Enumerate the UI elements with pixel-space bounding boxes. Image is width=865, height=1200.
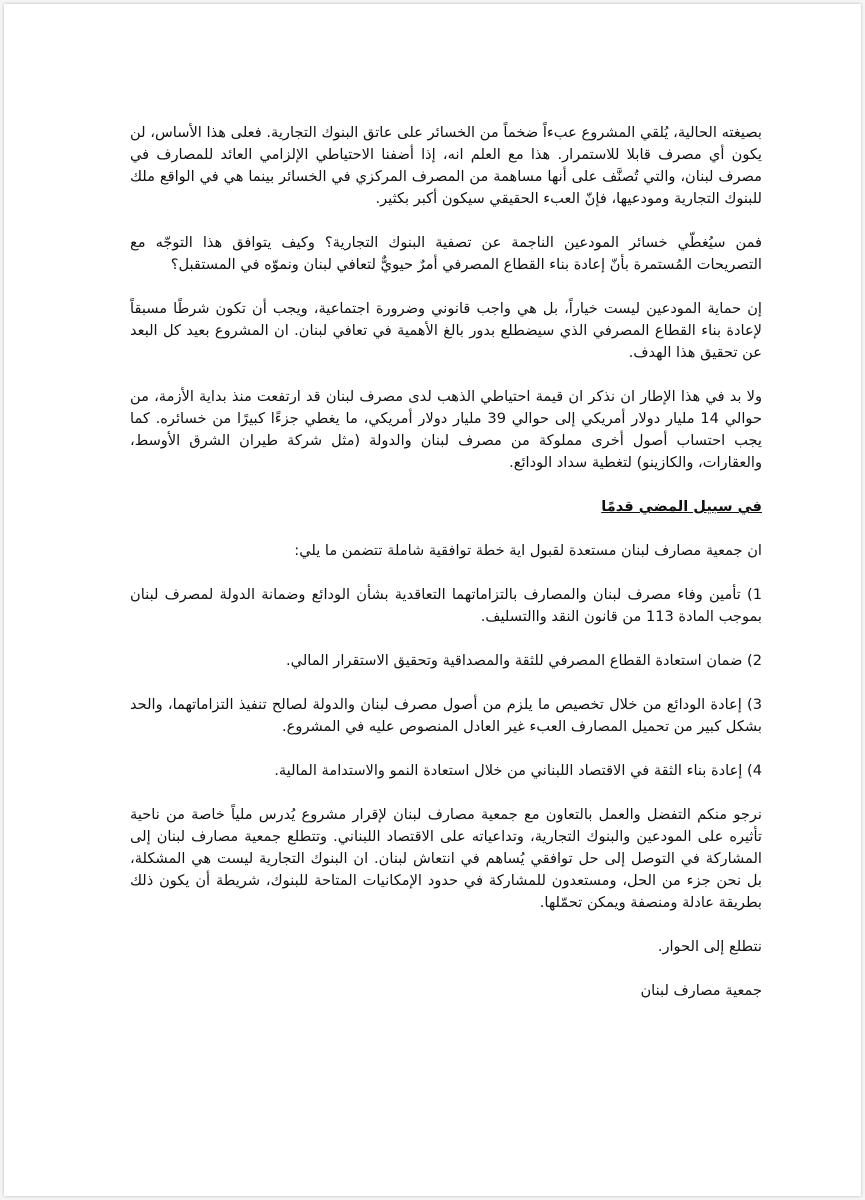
paragraph-losses-burden: بصيغته الحالية، يُلقي المشروع عبءاً ضخماً من الخسائر على عاتق البنوك التجارية. فعلى هذا الأساس، لن يكون أي مصرف قابلا للاستمرار. هذا مع العلم انه، إذا أضفنا الاحتياطي الإلزامي العائد للمصارف في مصرف لبنان، والتي تُصنَّف على أنها مساهمة من المصرف المركزي في الخسائر بينما هي في الواقع ملك للبنوك التجارية ومودعيها، فإنّ العبء الحقيقي سيكون أكبر بكثير. <box>130 124 762 207</box>
intro-paragraph: ان جمعية مصارف لبنان مستعدة لقبول اية خطة توافقية شاملة تتضمن ما يلي: <box>294 542 762 559</box>
paragraph-depositors-question: فمن سيُغطّي خسائر المودعين الناجمة عن تصفية البنوك التجارية؟ وكيف يتوافق هذا التوجّه مع التصريحات المُستمرة بأنّ إعادة بناء القطاع المصرفي أمرٌ حيويٌّ لتعافي لبنان ونموّه في المستقبل؟ <box>130 234 762 273</box>
list-item: 3) إعادة الودائع من خلال تخصيص ما يلزم من أصول مصرف لبنان والدولة لصالح تنفيذ التزاماتهما، والحد بشكل كبير من تحميل المصارف العبء غير العادل المنصوص عليه في المشروع. <box>130 696 762 735</box>
list-item: 2) ضمان استعادة القطاع المصرفي للثقة والمصداقية وتحقيق الاستقرار المالي. <box>286 652 762 669</box>
signature: جمعية مصارف لبنان <box>640 982 762 999</box>
closing-line: نتطلع إلى الحوار. <box>657 938 762 955</box>
list-item: 4) إعادة بناء الثقة في الاقتصاد اللبناني من خلال استعادة النمو والاستدامة المالية. <box>274 762 762 779</box>
document-page <box>4 4 861 1196</box>
section-heading: في سبيل المضي قدمًا <box>601 498 762 515</box>
paragraph-depositor-protection: إن حماية المودعين ليست خياراً، بل هي واجب قانوني وضرورة اجتماعية، ويجب أن تكون شرطًا مسبقاً لإعادة بناء القطاع المصرفي الذي سيضطلع بدور بالغ الأهمية في تعافي لبنان. ان المشروع بعيد كل البعد عن تحقيق هذا الهدف. <box>130 300 762 361</box>
appeal-paragraph: نرجو منكم التفضل والعمل بالتعاون مع جمعية مصارف لبنان لإقرار مشروع يُدرس ملياً خاصة من ناحية تأثيره على المودعين والبنوك التجارية، وتداعياته على الاقتصاد اللبناني. وتتطلع جمعية مصارف لبنان إلى المشاركة في التوصل إلى حل توافقي يُساهم في انتعاش لبنان. ان البنوك التجارية ليست هي المشكلة، بل نحن جزء من الحل، ومستعدون للمشاركة في حدود الإمكانيات المتاحة للبنوك، شريطة أن يكون ذلك بطريقة عادلة ومنصفة ويمكن تحمّلها. <box>130 806 762 911</box>
list-item: 1) تأمين وفاء مصرف لبنان والمصارف بالتزاماتهما التعاقدية بشأن الودائع وضمانة الدولة لمصرف لبنان بموجب المادة 113 من قانون النقد واالتسليف. <box>130 586 762 625</box>
document-body <box>130 122 762 1024</box>
paragraph-gold-reserves: ولا بد في هذا الإطار ان نذكر ان قيمة احتياطي الذهب لدى مصرف لبنان قد ارتفعت منذ بداية الأزمة، من حوالي 14 مليار دولار أمريكي إلى حوالي 39 مليار دولار أمريكي، ما يغطي جزءًا كبيرًا من خسائره. كما يجب احتساب أصول أخرى مملوكة من مصرف لبنان والدولة (مثل شركة طيران الشرق الأوسط، والعقارات، والكازينو) لتغطية سداد الودائع. <box>130 388 762 471</box>
